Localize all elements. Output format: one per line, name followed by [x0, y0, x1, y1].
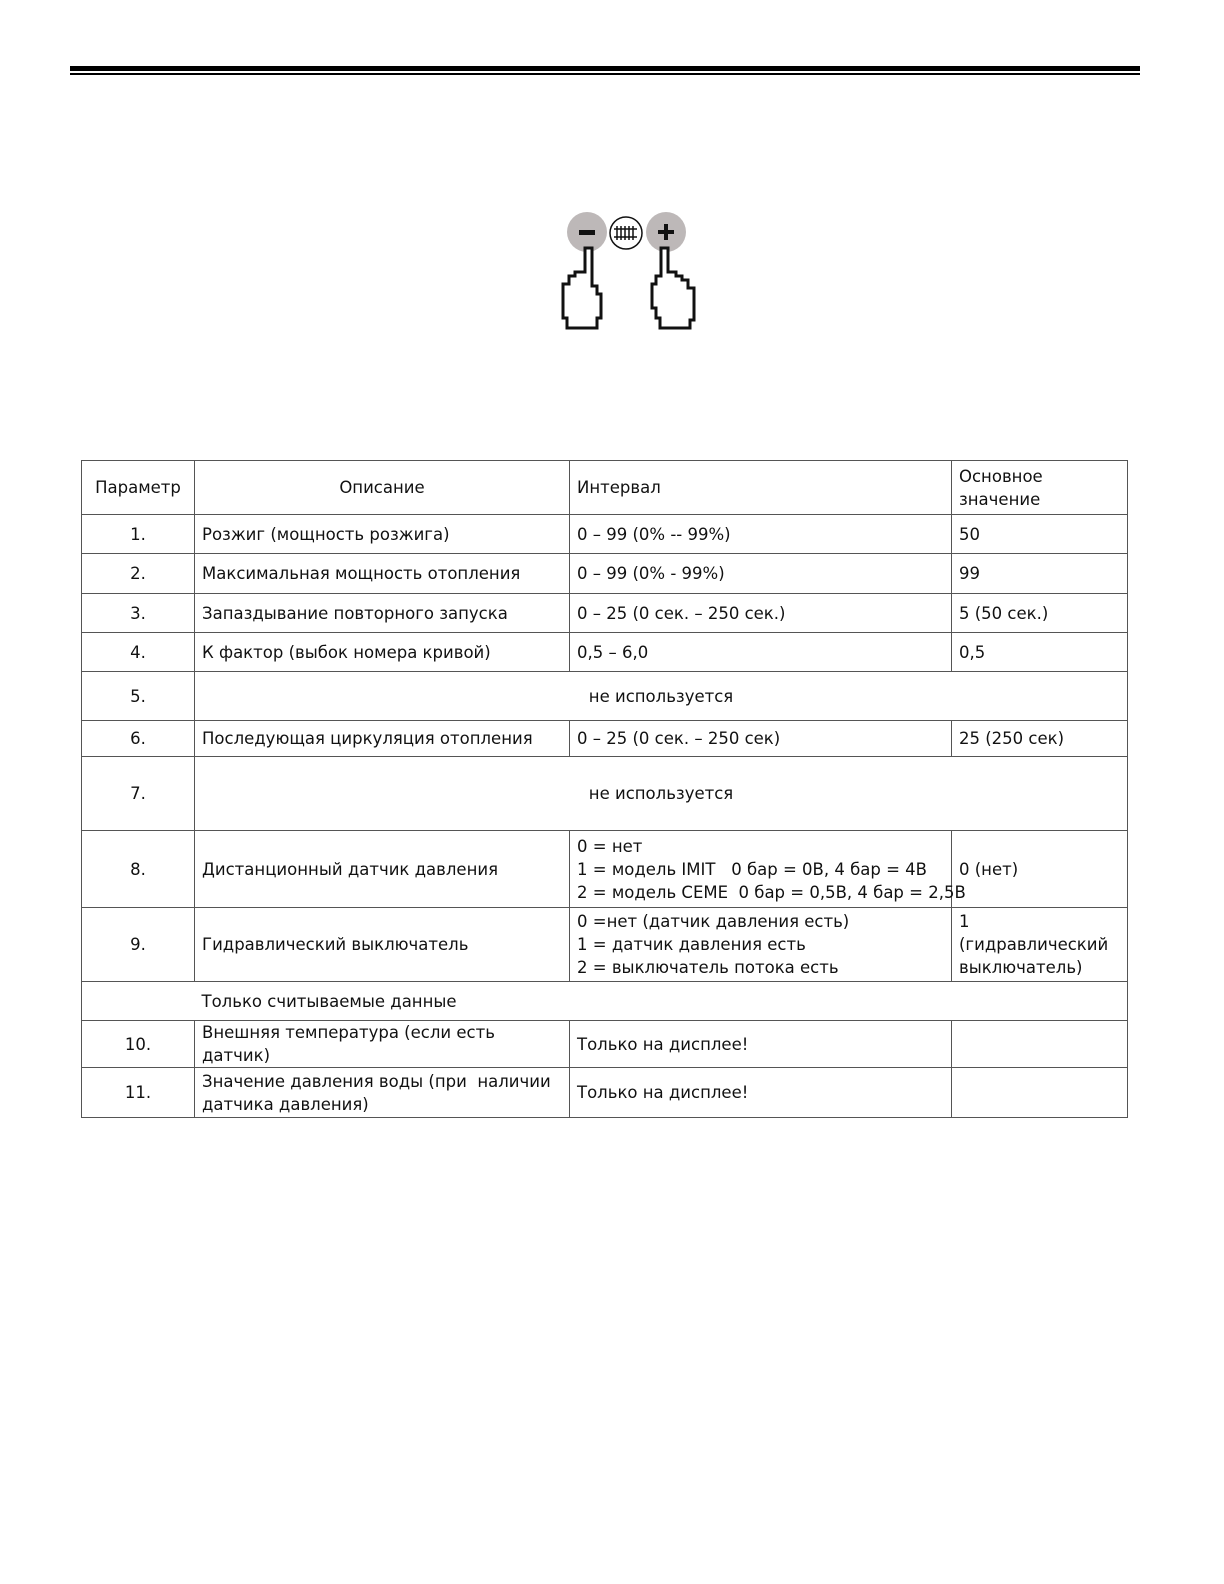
table-row	[82, 672, 1128, 721]
table-row	[82, 594, 1128, 633]
param-description: Максимальная мощность отопления	[195, 554, 570, 594]
param-default: 50	[952, 515, 1128, 554]
param-range: Только на дисплее!	[570, 1021, 952, 1068]
table-row	[82, 1021, 1128, 1068]
buttons-illustration	[530, 200, 730, 340]
param-description: К фактор (выбок номера кривой)	[195, 633, 570, 672]
header-range: Интервал	[570, 461, 952, 515]
parameters-table	[81, 460, 1128, 1118]
table-header-row	[82, 461, 1128, 515]
table-row	[82, 757, 1128, 831]
default-line: (гидравлический выключатель)	[959, 935, 1109, 977]
param-number: 3.	[82, 594, 195, 633]
table-row	[82, 831, 1128, 908]
param-range: Только на дисплее!	[570, 1068, 952, 1118]
range-line: 1 = датчик давления есть	[577, 935, 806, 954]
section-title: Только считываемые данные	[195, 982, 1128, 1021]
range-line: 2 = выключатель потока есть	[577, 958, 839, 977]
param-default: 0,5	[952, 633, 1128, 672]
param-default	[952, 1021, 1128, 1068]
section-row	[82, 982, 1128, 1021]
hand-right-icon	[652, 248, 694, 328]
param-description: Розжиг (мощность розжига)	[195, 515, 570, 554]
param-description: Значение давления воды (при наличии датчика давления)	[195, 1068, 570, 1118]
header-rule	[70, 66, 1140, 71]
param-range: 0 – 25 (0 сек. – 250 сек)	[570, 721, 952, 757]
param-number: 2.	[82, 554, 195, 594]
radiator-icon	[610, 217, 642, 249]
param-description: Дистанционный датчик давления	[195, 831, 570, 908]
param-description: Запаздывание повторного запуска	[195, 594, 570, 633]
param-number: 1.	[82, 515, 195, 554]
param-description: Внешняя температура (если есть датчик)	[195, 1021, 570, 1068]
table-row	[82, 515, 1128, 554]
param-number: 6.	[82, 721, 195, 757]
header-description: Описание	[195, 461, 570, 515]
param-description: Гидравлический выключатель	[195, 908, 570, 982]
table-row	[82, 908, 1128, 982]
param-range: 0,5 – 6,0	[570, 633, 952, 672]
range-line: 0 =нет (датчик давления есть)	[577, 912, 850, 931]
minus-button-icon	[567, 212, 607, 252]
header-default: Основное значение	[952, 461, 1128, 515]
param-unused: не используется	[195, 672, 1128, 721]
plus-button-icon	[646, 212, 686, 252]
param-number: 4.	[82, 633, 195, 672]
range-line: 1 = модель IMIT 0 бар = 0В, 4 бар = 4В	[577, 859, 927, 879]
table-row	[82, 633, 1128, 672]
empty-cell	[82, 982, 195, 1021]
param-number: 5.	[82, 672, 195, 721]
hand-left-icon	[563, 248, 601, 328]
default-line: 1	[959, 912, 970, 931]
param-range	[570, 831, 966, 908]
param-range: 0 – 25 (0 сек. – 250 сек.)	[570, 594, 952, 633]
param-range: 0 – 99 (0% - 99%)	[570, 554, 952, 594]
table-row	[82, 1068, 1128, 1118]
param-description: Последующая циркуляция отопления	[195, 721, 570, 757]
header-rule-thin	[70, 73, 1140, 75]
param-default: 25 (250 сек)	[952, 721, 1128, 757]
param-number: 7.	[82, 757, 195, 831]
table-row	[82, 721, 1128, 757]
param-default	[952, 1068, 1128, 1118]
range-line: 2 = модель CEME 0 бар = 0,5В, 4 бар = 2,5В	[577, 882, 966, 902]
param-number: 8.	[82, 831, 195, 908]
param-default: 99	[952, 554, 1128, 594]
param-default: 0 (нет)	[952, 831, 1128, 908]
param-number: 10.	[82, 1021, 195, 1068]
header-param: Параметр	[82, 461, 195, 515]
param-range	[570, 908, 952, 982]
param-number: 9.	[82, 908, 195, 982]
range-line: 0 = нет	[577, 836, 643, 856]
param-default	[952, 908, 1128, 982]
param-number: 11.	[82, 1068, 195, 1118]
param-range: 0 – 99 (0% -- 99%)	[570, 515, 952, 554]
param-unused: не используется	[195, 757, 1128, 831]
table-row	[82, 554, 1128, 594]
param-default: 5 (50 сек.)	[952, 594, 1128, 633]
